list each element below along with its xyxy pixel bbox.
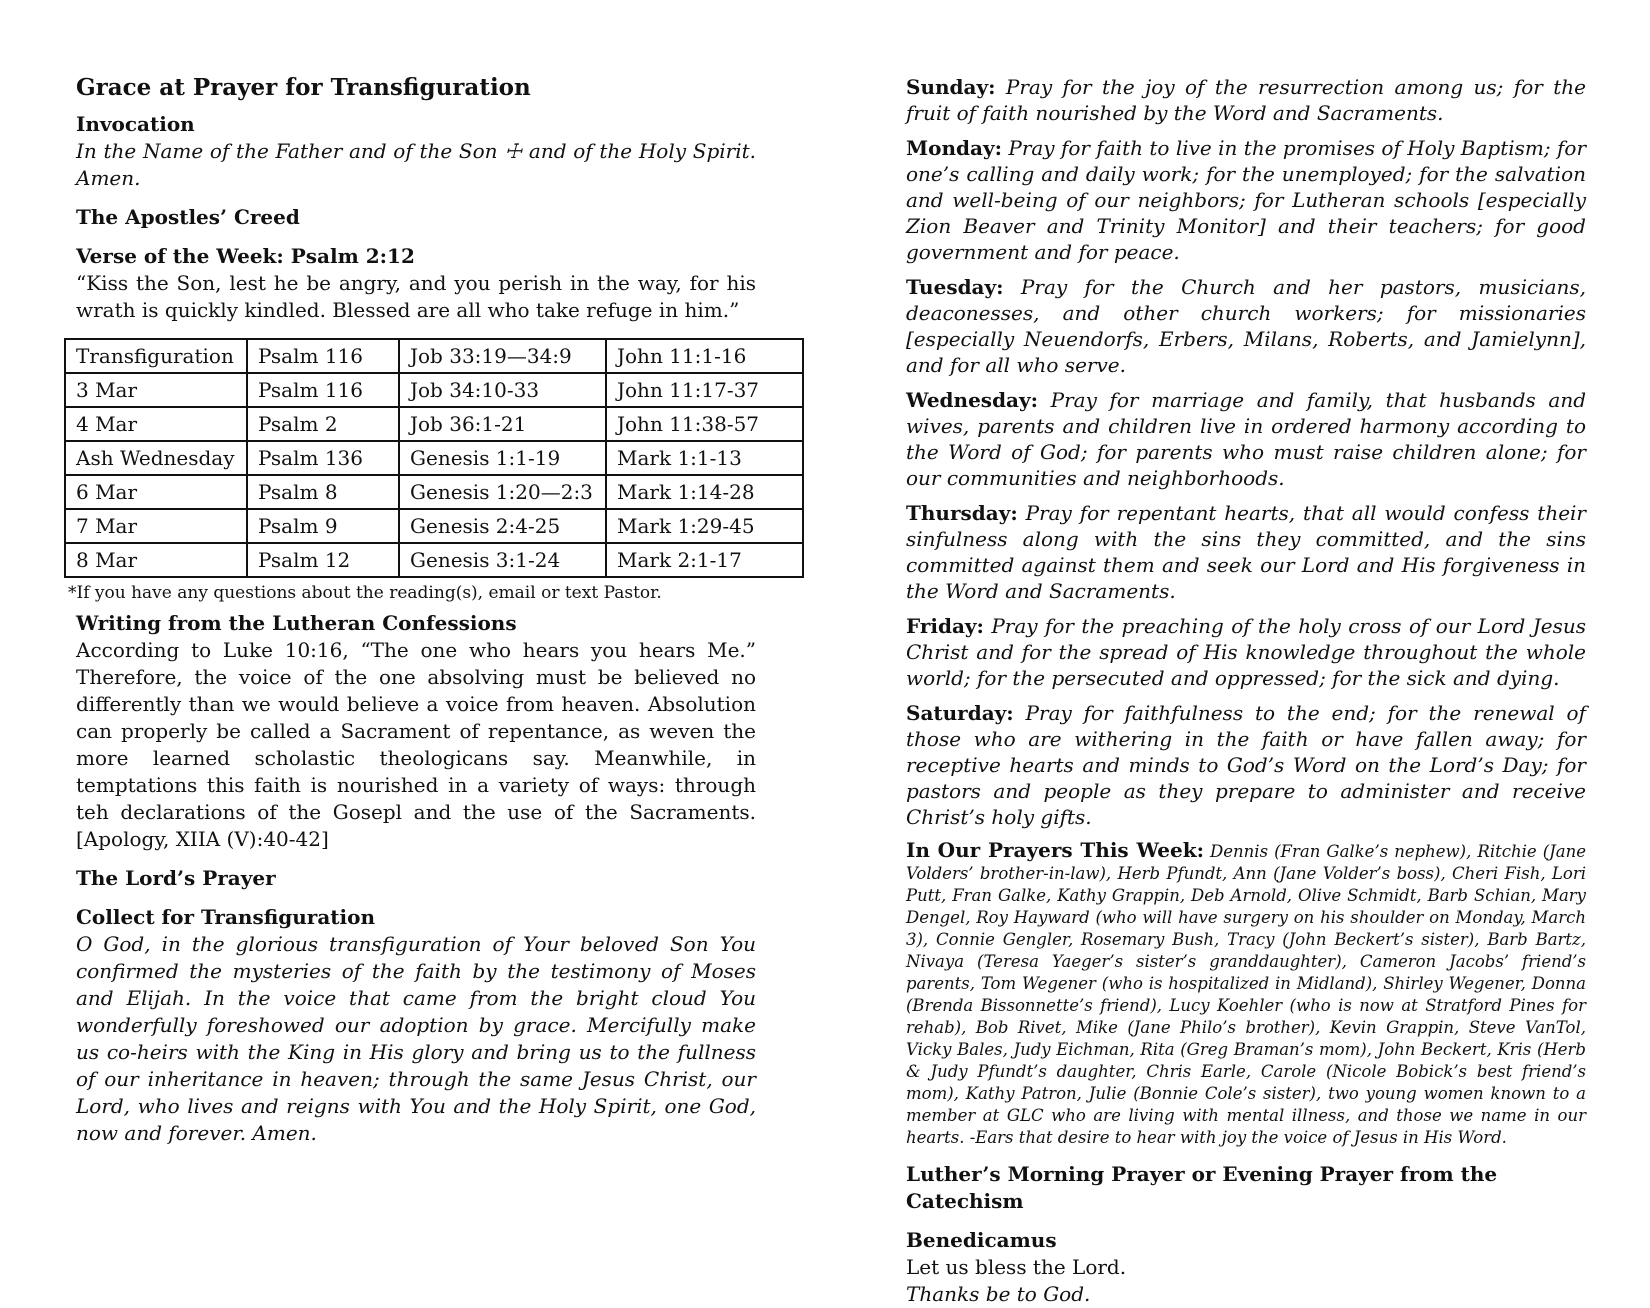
invocation-text: In the Name of the Father and of the Son ☩ and of the Holy Spirit. Amen.: [76, 139, 756, 190]
reading-gospel-cell: Mark 2:1-17: [606, 543, 803, 577]
reading-ot-cell: Genesis 2:4-25: [399, 509, 606, 543]
left-column: [68, 74, 760, 1147]
day-thursday: Thursday: Pray for repentant hearts, that all would confess their sinfulness along with the sins they committed, and the sins committed against them and seek our Lord and His forgiveness in the Word and Sacraments.: [906, 501, 1586, 603]
reading-gospel-cell: John 11:1-16: [606, 339, 803, 373]
reading-ot-cell: Genesis 1:1-19: [399, 441, 606, 475]
reading-gospel-cell: John 11:17-37: [606, 373, 803, 407]
day-friday: Friday: Pray for the preaching of the holy cross of our Lord Jesus Christ and for the spread of His knowledge throughout the whole world; for the persecuted and oppressed; for the sick and dying.: [906, 614, 1587, 690]
day-wednesday: Wednesday: Pray for marriage and family, that husbands and wives, parents and children live in ordered harmony according to the Word of God; for parents who must raise children alone; for our communities and neighborhoods.: [906, 388, 1587, 490]
confessions-heading: Writing from the Lutheran Confessions: [76, 611, 517, 635]
table-row: [65, 407, 803, 441]
reading-ot-cell: Job 34:10-33: [399, 373, 606, 407]
benedicamus-line-1: Let us bless the Lord.: [906, 1255, 1127, 1279]
reading-date-cell: 3 Mar: [65, 373, 247, 407]
verse-text: “Kiss the Son, lest he be angry, and you perish in the way, for his wrath is quickly kindled. Blessed are all who take refuge in him.”: [76, 271, 756, 322]
reading-ot-cell: Genesis 3:1-24: [399, 543, 606, 577]
reading-psalm-cell: Psalm 8: [247, 475, 399, 509]
reading-psalm-cell: Psalm 12: [247, 543, 399, 577]
table-row: [65, 373, 803, 407]
reading-date-cell: 4 Mar: [65, 407, 247, 441]
readings-note: *If you have any questions about the reading(s), email or text Pastor.: [68, 583, 662, 603]
reading-date-cell: 7 Mar: [65, 509, 247, 543]
creed-heading: The Apostles’ Creed: [76, 205, 300, 229]
benedicamus-line-2: Thanks be to God.: [906, 1282, 1091, 1306]
page-title: Grace at Prayer for Transfiguration: [76, 74, 531, 101]
reading-psalm-cell: Psalm 116: [247, 339, 399, 373]
right-column: [906, 74, 1586, 1308]
reading-gospel-cell: John 11:38-57: [606, 407, 803, 441]
reading-psalm-cell: Psalm 136: [247, 441, 399, 475]
verse-heading: Verse of the Week: Psalm 2:12: [76, 244, 415, 268]
confessions-text: According to Luke 10:16, “The one who hears you hears Me.” Therefore, the voice of the one absolving must be believed no differently than we would believe a voice from heaven. Absolution can properly be called a Sacrament of repentance, as weven the more learned scholastic theologicans say. Meanwhile, in temptations this faith is nourished in a variety of ways: through teh declarations of the Gosepl and the use of the Sacraments. [Apology, XIIA (V):40-42]: [76, 638, 756, 851]
readings-table: [64, 338, 804, 578]
invocation-heading: Invocation: [76, 112, 195, 136]
lords-prayer-heading: The Lord’s Prayer: [76, 866, 276, 890]
day-monday: Monday: Pray for faith to live in the promises of Holy Baptism; for one’s calling and daily work; for the unemployed; for the salvation and well-being of our neighbors; for Lutheran schools [especially Zion Beaver and Trinity Monitor] and their teachers; for good government and for peace.: [906, 136, 1587, 264]
table-row: [65, 509, 803, 543]
day-saturday: Saturday: Pray for faithfulness to the end; for the renewal of those who are withering in the faith or have fallen away; for receptive hearts and minds to God’s Word on the Lord’s Day; for pastors and people as they prepare to administer and receive Christ’s holy gifts.: [906, 701, 1587, 829]
reading-ot-cell: Job 36:1-21: [399, 407, 606, 441]
table-row: [65, 543, 803, 577]
table-row: [65, 339, 803, 373]
reading-gospel-cell: Mark 1:14-28: [606, 475, 803, 509]
reading-gospel-cell: Mark 1:1-13: [606, 441, 803, 475]
table-row: [65, 441, 803, 475]
table-row: [65, 475, 803, 509]
reading-psalm-cell: Psalm 9: [247, 509, 399, 543]
collect-heading: Collect for Transfiguration: [76, 905, 376, 929]
day-sunday: Sunday: Pray for the joy of the resurrection among us; for the fruit of faith nourished by the Word and Sacraments.: [906, 75, 1586, 125]
reading-date-cell: Ash Wednesday: [65, 441, 247, 475]
reading-date-cell: 8 Mar: [65, 543, 247, 577]
reading-ot-cell: Genesis 1:20—2:3: [399, 475, 606, 509]
prayer-list: In Our Prayers This Week: Dennis (Fran Galke’s nephew), Ritchie (Jane Volders’ brother-in-law), Herb Pfundt, Ann (Jane Volder’s boss), Cheri Fish, Lori Putt, Fran Galke, Kathy Grappin, Deb Arnold, Olive Schmidt, Barb Schian, Mary Dengel, Roy Hayward (who will have surgery on his shoulder on Monday, March 3), Connie Gengler, Rosemary Bush, Tracy (John Beckert’s sister), Barb Bartz, Nivaya (Teresa Yaeger’s sister’s granddaughter), Cameron Jacobs’ friend’s parents, Tom Wegener (who is hospitalized in Midland), Shirley Wegener, Donna (Brenda Bissonnette’s friend), Lucy Koehler (who is now at Stratford Pines for rehab), Bob Rivet, Mike (Jane Philo’s brother), Kevin Grappin, Steve VanTol, Vicky Bales, Judy Eichman, Rita (Greg Braman’s mom), John Beckert, Kris (Herb & Judy Pfundt’s daughter, Chris Earle, Carole (Nicole Bobick’s best friend’s mom), Kathy Patron, Julie (Bonnie Cole’s sister), two young women known to a member at GLC who are living with mental illness, and those we name in our hearts. -Ears that desire to hear with joy the voice of Jesus in His Word.: [906, 838, 1586, 1147]
reading-psalm-cell: Psalm 2: [247, 407, 399, 441]
day-tuesday: Tuesday: Pray for the Church and her pastors, musicians, deaconesses, and other church workers; for missionaries [especially Neuendorfs, Erbers, Milans, Roberts, and Jamielynn], and for all who serve.: [906, 275, 1586, 377]
reading-date-cell: Transfiguration: [65, 339, 247, 373]
collect-text: O God, in the glorious transfiguration of Your beloved Son You confirmed the mysteries of the faith by the testimony of Moses and Elijah. In the voice that came from the bright cloud You wonderfully foreshowed our adoption by grace. Mercifully make us co-heirs with the King in His glory and bring us to the fullness of our inheritance in heaven; through the same Jesus Christ, our Lord, who lives and reigns with You and the Holy Spirit, one God, now and forever. Amen.: [76, 932, 756, 1145]
reading-psalm-cell: Psalm 116: [247, 373, 399, 407]
reading-gospel-cell: Mark 1:29-45: [606, 509, 803, 543]
morning-prayer-heading: Luther’s Morning Prayer or Evening Prayer from the Catechism: [906, 1162, 1498, 1213]
benedicamus-heading: Benedicamus: [906, 1228, 1057, 1252]
reading-ot-cell: Job 33:19—34:9: [399, 339, 606, 373]
reading-date-cell: 6 Mar: [65, 475, 247, 509]
